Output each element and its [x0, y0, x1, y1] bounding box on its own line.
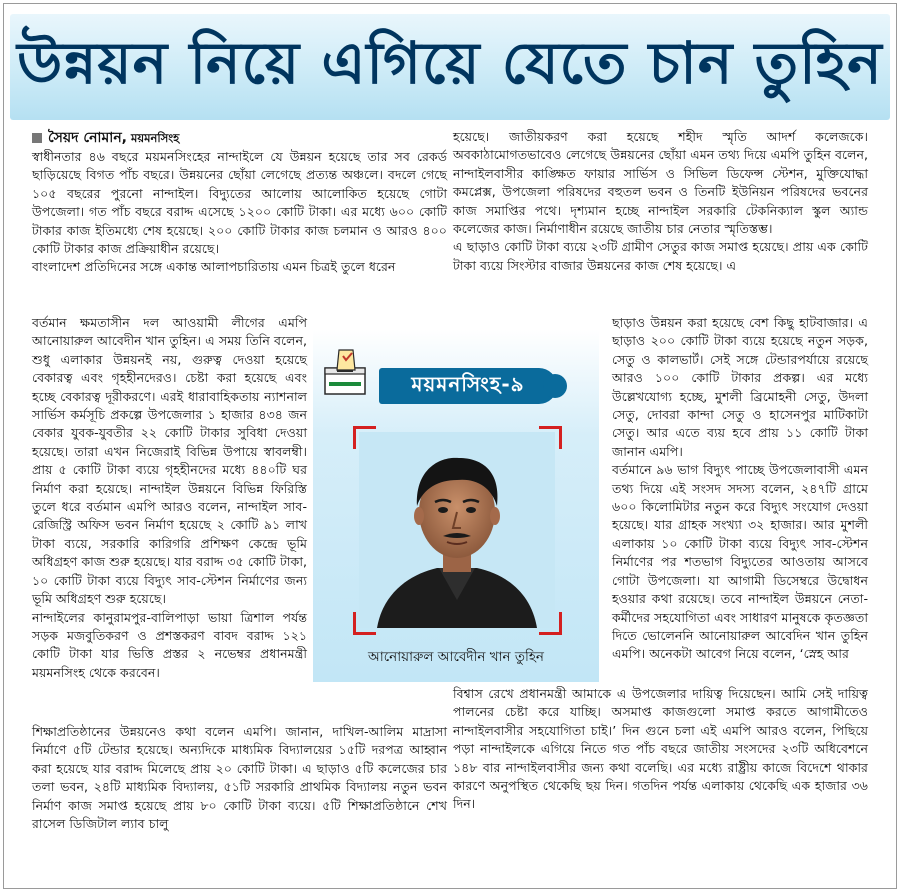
paragraph: বিশ্বাস রেখে প্রধানমন্ত্রী আমাকে এ উপজেলার দায়িত্ব দিয়েছেন। আমি সেই দায়িত্ব পালনের চেষ্টা করে যাচ্ছি। অসমাপ্ত কাজগুলো সমাপ্ত করতে আগামীতেও নান্দাইলবাসীর সহযোগিতা চাই।’ দিন গুনে চলা এই এমপি আরও বলেন, পিছিয়ে পড়া নান্দাইলকে এগিয়ে নিতে গত পাঁচ বছরে জাতীয় সংসদের ২৩টি অধিবেশনে ১৪৮ বার নান্দাইলবাসীর জন্য কথা বলেছি। এর মধ্যে রাষ্ট্রীয় কাজে বিদেশে থাকার কারণে অনুপস্থিত থেকেছি ছয় দিন। গতদিন পর্যন্ত এলাকায় থেকেছি এক হাজার ৩৬ দিন।	[453, 686, 868, 812]
bullet-square-icon	[32, 133, 42, 143]
headline-banner	[10, 14, 890, 120]
paragraph: হয়েছে। জাতীয়করণ করা হয়েছে শহীদ স্মৃতি আদর্শ কলেজকে। অবকাঠামোগতভাবেও লেগেছে উন্নয়নের ছোঁয়া এমন তথ্য দিয়ে এমপি তুহিন বলেন, নান্দাইলবাসীর কাঙ্ক্ষিত ফায়ার সার্ভিস ও সিভিল ডিফেন্স স্টেশন, মুক্তিযোদ্ধা কমপ্লেক্স, উপজেলা পরিষদের বহুতল ভবন ও তিনটি ইউনিয়ন পরিষদের ভবনের কাজ সমাপ্তির পথে। দৃশ্যমান হচ্ছে নান্দাইল সরকারি টেকনিক্যাল স্কুল অ্যান্ড কলেজের কাজ। নির্মাণাধীন রয়েছে জাতীয় চার নেতার স্মৃতিস্তম্ভ।	[453, 129, 868, 237]
article-column-right-top	[453, 128, 868, 275]
photo-box	[313, 330, 599, 682]
paragraph: স্বাধীনতার ৪৬ বছরে ময়মনসিংহের নান্দাইলে যে উন্নয়ন হয়েছে তার সব রেকর্ড ছাড়িয়েছে বিগত পাঁচ বছরে। উন্নয়নের ছোঁয়া লেগেছে প্রত্যন্ত অঞ্চলে। বদলে গেছে ১০৫ বছরের পুরনো নান্দাইল। বিদ্যুতের আলোয় আলোকিত হয়েছে গোটা উপজেলা। গত পাঁচ বছরে বরাদ্দ এসেছে ১২০০ কোটি টাকা। এর মধ্যে ৬০০ কোটি টাকার কাজ ইতিমধ্যে শেষ হয়েছে। ২০০ কোটি টাকার কাজ চলমান ও আরও ৪০০ কোটি টাকার কাজ প্রক্রিয়াধীন রয়েছে।	[32, 149, 447, 257]
byline	[32, 128, 447, 148]
article-column-left-middle	[32, 314, 307, 682]
paragraph: এ ছাড়াও কোটি টাকা ব্যয়ে ২৩টি গ্রামীণ সেতুর কাজ সমাপ্ত হয়েছে। প্রায় এক কোটি টাকা ব্যয়ে সিংস্টার বাজার উন্নয়নের কাজ শেষ হয়েছে। এ	[453, 239, 868, 273]
constituency-banner	[379, 368, 557, 404]
article-column-left-bottom	[32, 723, 447, 833]
paragraph: ছাড়াও উন্নয়ন করা হয়েছে বেশ কিছু হাটবাজার। এ ছাড়াও ২০০ কোটি টাকা ব্যয়ে হয়েছে নতুন সড়ক, সেতু ও কালভার্ট। সেই সঙ্গে টেন্ডারপর্যায়ে রয়েছে আরও ১০০ কোটি টাকার প্রকল্প। এর মধ্যে উল্লেখযোগ্য হচ্ছে, মুশলী ব্রিমোহনী সেতু, উদলা সেতু, দোবরা কান্দা সেতু ও হাসেনপুর মাটিকাটা সেতু। আর এতে ব্যয় হবে প্রায় ১১ কোটি টাকা জানান এমপি।	[612, 315, 868, 459]
paragraph: বর্তমান ক্ষমতাসীন দল আওয়ামী লীগের এমপি আনোয়ারুল আবেদীন খান তুহিন। এ সময় তিনি বলেন, শুধু এলাকার উন্নয়নই নয়, গুরুত্ব দেওয়া হয়েছে বেকারত্ব এবং গৃহহীনদেরও। চেষ্টা করা হয়েছে এবং হচ্ছে বেকারত্ব দূরীকরণে। এরই ধারাবাহিকতায় ন্যাশনাল সার্ভিস কর্মসূচি প্রকল্পে উপজেলার ১ হাজার ৪৩৪ জন বেকার যুবক-যুবতীর ২২ কোটি টাকার সুবিধা দেওয়া হয়েছে। তারা এখন নিজেরাই বিভিন্ন উপায়ে স্বাবলম্বী। প্রায় ৫ কোটি টাকা ব্যয়ে গৃহহীনদের মধ্যে ৪৪০টি ঘর নির্মাণ করা হয়েছে। নান্দাইল উন্নয়নে বিভিন্ন ফিরিস্তি তুলে ধরে বর্তমান এমপি আরও বলেন, নান্দাইল সাব-রেজিস্ট্রি অফিস ভবন নির্মাণ হয়েছে ২ কোটি ৯১ লাখ টাকা ব্যয়ে, সরকারি কারিগরি প্রশিক্ষণ কেন্দ্রে ভূমি অধিগ্রহণ কাজ শুরু হয়েছে। যার বরাদ্দ ৩৫ কোটি টাকা, ১০ কোটি টাকা ব্যয়ে বিদ্যুৎ সাব-স্টেশন নির্মাণের জন্য ভূমি অধিগ্রহণ শুরু হয়েছে।	[32, 315, 307, 607]
paragraph: নান্দাইলের কানুরামপুর-বালিপাড়া ভায়া ত্রিশাল পর্যন্ত সড়ক মজবুতিকরণ ও প্রশস্তকরণ বাবদ বরাদ্দ ১২১ কোটি টাকা যার ভিত্তি প্রস্তর ২ নভেম্বর প্রধানমন্ত্রী ময়মনসিংহ থেকে করবেন।	[32, 609, 307, 680]
constituency-label: ময়মনসিংহ-৯	[411, 371, 525, 396]
photo-caption: আনোয়ারুল আবেদীন খান তুহিন	[368, 649, 544, 665]
paragraph: বাংলাদেশ প্রতিদিনের সঙ্গে একান্ত আলাপচারিতায় এমন চিত্রই তুলে ধরেন	[32, 259, 396, 275]
author-name: সৈয়দ নোমান,	[48, 130, 127, 146]
article-column-right-bottom	[453, 685, 868, 814]
paragraph: বর্তমানে ৯৬ ভাগ বিদ্যুৎ পাচ্ছে উপজেলাবাসী এমন তথ্য দিয়ে এই সংসদ সদস্য বলেন, ২৪৭টি গ্রামে ৬০০ কিলোমিটার নতুন করে বিদ্যুৎ সংযোগ দেওয়া হয়েছে। যার গ্রাহক সংখ্যা ৩২ হাজার। আর মুশলী এলাকায় ১০ কোটি টাকা ব্যয়ে বিদ্যুৎ সাব-স্টেশন নির্মাণের পর শতভাগ বিদ্যুতের আওতায় আসবে গোটা উপজেলা। যা আগামী ডিসেম্বরে উদ্বোধন হওয়ার কথা রয়েছে। তবে নান্দাইল উন্নয়নে নেতা-কর্মীদের সহযোগিতা এবং সাধারণ মানুষকে কৃতজ্ঞতা দিতে ভোলেননি আনোয়ারুল আবেদিন খান তুহিন এমপি। অনেকটা আবেগ নিয়ে বলেন, ‘স্নেহ আর	[612, 462, 868, 662]
ballot-box-icon	[317, 344, 373, 400]
article-column-right-middle	[612, 314, 868, 664]
dateline-place: ময়মনসিংহ	[127, 131, 180, 145]
paragraph: শিক্ষাপ্রতিষ্ঠানের উন্নয়নেও কথা বলেন এমপি। জানান, দাখিল-আলিম মাদ্রাসা নির্মাণে ৫টি টেন্ডার হয়েছে। অন্যদিকে মাধ্যমিক বিদ্যালয়ের ১৫টি দরপত্র আহ্বান করা হয়েছে যার বরাদ্দ মিলেছে প্রায় ২০ কোটি টাকা। এ ছাড়াও ৫টি কলেজের চার তলা ভবন, ২৪টি মাধ্যমিক বিদ্যালয়, ৫১টি সরকারি প্রাথমিক বিদ্যালয় নতুন ভবন নির্মাণ কাজ সমাপ্ত হয়েছে প্রায় ৮০ কোটি টাকা ব্যয়ে। ৫টি শিক্ষাপ্রতিষ্ঠানে শেখ রাসেল ডিজিটাল ল্যাব চালু	[32, 724, 447, 832]
headline: উন্নয়ন নিয়ে এগিয়ে যেতে চান তুহিন	[17, 28, 883, 97]
portrait-photo	[359, 432, 555, 628]
article-column-left-top	[32, 128, 447, 277]
